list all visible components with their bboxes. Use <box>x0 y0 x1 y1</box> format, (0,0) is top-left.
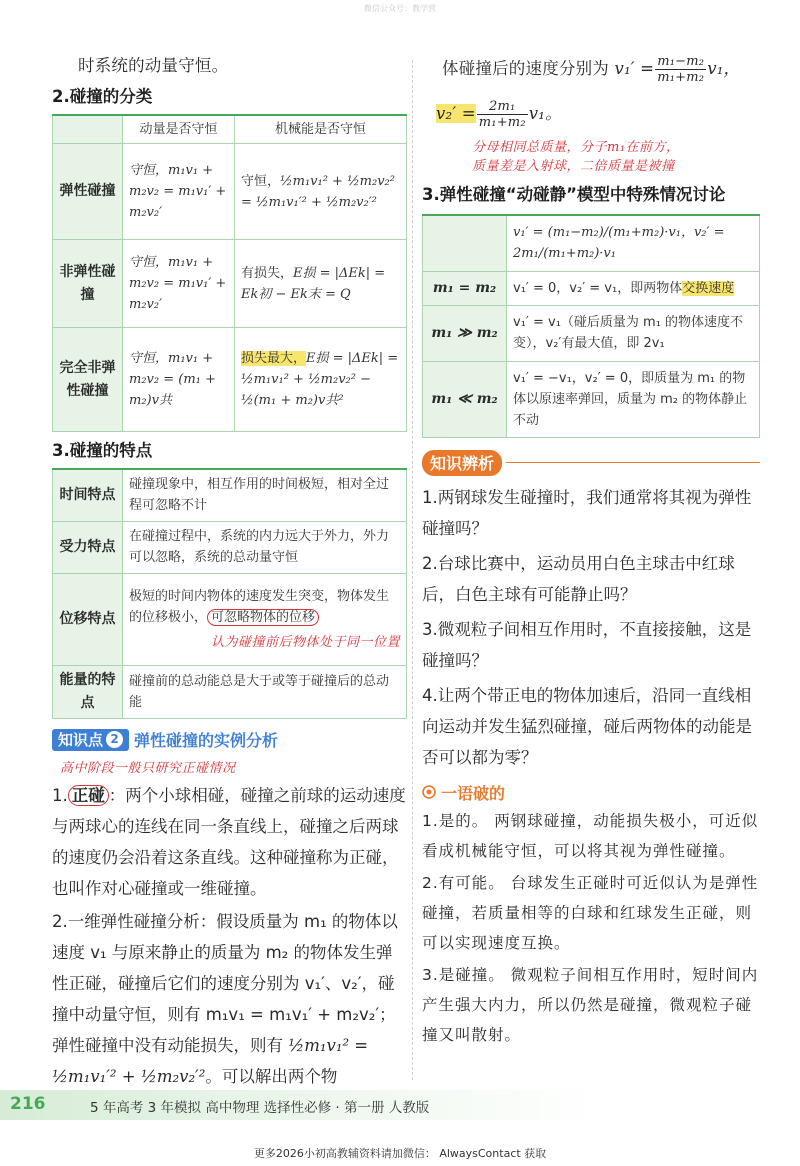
answer-body: 台球发生正碰时可近似认为是弹性碰撞，若质量相等的白球和红球发生正碰，则可以实现速度互换。 <box>422 873 759 952</box>
v2-lhs: v₂′ = <box>436 104 476 123</box>
row-momentum: 守恒，m₁v₁ + m₂v₂ = m₁v₁′ + m₂v₂′ <box>123 240 235 328</box>
case-highlight: 交换速度 <box>682 280 735 296</box>
case-condition: m₁ ≫ m₂ <box>423 305 507 361</box>
handwritten-note: 高中阶段一般只研究正碰情况 <box>60 760 236 776</box>
handwritten-note: 认为碰撞前后物体处于同一位置 <box>210 634 400 650</box>
right-column <box>422 50 760 1050</box>
row-name: 弹性碰撞 <box>53 144 123 240</box>
energy-prefix: 有损失， <box>241 265 294 281</box>
energy-prefix-highlight: 损失最大， <box>241 351 307 366</box>
v1-denominator: m₁+m₂ <box>657 70 705 85</box>
energy-formula: E损 = |ΔEk| = Ek初 − Ek末 = Q <box>241 265 386 302</box>
case-condition: m₁ = m₂ <box>423 271 507 305</box>
header-rule <box>506 462 760 463</box>
continued-line: 体碰撞后的速度分别为 <box>442 59 609 78</box>
v1-fraction <box>655 54 706 85</box>
row-energy <box>235 240 407 328</box>
one-phrase-label: 一语破的 <box>441 783 506 803</box>
list-item <box>52 780 407 904</box>
feature-text: 在碰撞过程中，系统的内力远大于外力，外力可以忽略，系统的总动量守恒 <box>123 521 407 573</box>
feature-name: 受力特点 <box>53 521 123 573</box>
feature-text <box>123 573 407 665</box>
item-tail: 。可以解出两个物 <box>205 1066 338 1086</box>
feature-text: 碰撞现象中，相互作用的时间极短，相对全过程可忽略不计 <box>123 469 407 521</box>
handwritten-note: 分母相同总质量，分子m₁在前方， <box>472 140 680 155</box>
section-2-title: 2.碰撞的分类 <box>52 87 153 106</box>
question-item: 4.让两个带正电的物体加速后，沿同一直线相向运动并发生猛烈碰撞，碰后两物体的动能是否可以都为零？ <box>422 685 752 767</box>
item-number: 2. <box>52 911 68 931</box>
v1-numerator: m₁−m₂ <box>657 54 705 69</box>
velocity-v2-line <box>436 98 760 130</box>
case-text-main: v₁′ = 0，v₂′ = v₁，即两物体 <box>513 280 683 296</box>
handwritten-note: 质量差是入射球，二倍质量是被撞 <box>472 159 675 174</box>
badge-label: 知识点 <box>58 731 104 749</box>
answer-head: 3.是碰撞。 <box>422 965 505 984</box>
list-item <box>52 906 407 1092</box>
table-row <box>423 305 760 361</box>
column-divider <box>412 60 413 1080</box>
case-text: v₁′ = −v₁，v₂′ = 0，即质量为 m₁ 的物体以原速率弹回，质量为 m₂ 的物体静止不动 <box>507 361 760 437</box>
case-text: v₁′ = v₁（碰后质量为 m₁ 的物体速度不变），v₂′有最大值，即 2v₁ <box>507 305 760 361</box>
v1-lhs: v₁′ = <box>614 59 655 78</box>
continued-line: 时系统的动量守恒。 <box>78 56 229 75</box>
table-row <box>423 361 760 437</box>
feature-text-a: 极短的时间内物体的速度发生突变，物体发生的位移极小， <box>129 588 390 625</box>
row-energy <box>235 328 407 432</box>
answer-item <box>422 806 760 866</box>
bottom-ad-note: 更多2026小初高教辅资料请加微信： AlwaysContact 获取 <box>253 1147 547 1160</box>
circled-phrase: 可忽略物体的位移 <box>207 609 319 626</box>
energy-formula: ½m₁v₁² + ½m₂v₂² = ½m₁v₁′² + ½m₂v₂′² <box>241 173 395 210</box>
table-row <box>423 271 760 305</box>
answer-body: 微观粒子间相互作用时，短时间内产生强大内力，所以仍然是碰撞，微观粒子碰撞又叫散射。 <box>422 965 759 1044</box>
question-item: 2.台球比赛中，运动员用白色主球击中红球后，白色主球有可能静止吗？ <box>422 553 735 604</box>
table-row <box>53 240 407 328</box>
v2-denominator: m₁+m₂ <box>478 115 526 130</box>
v2-numerator: 2m₁ <box>477 99 528 115</box>
velocity-v1-line <box>442 50 760 88</box>
knowledge-discrimination-tag: 知识辨析 <box>422 450 502 476</box>
v2-tail: v₁。 <box>528 104 562 123</box>
item-number: 1. <box>52 785 68 805</box>
table-row <box>53 665 407 718</box>
section-3-title: 3.弹性碰撞“动碰静”模型中特殊情况讨论 <box>422 185 726 204</box>
case-condition: m₁ ≪ m₂ <box>423 361 507 437</box>
v2-fraction <box>477 99 528 130</box>
row-momentum: 守恒，m₁v₁ + m₂v₂ = m₁v₁′ + m₂v₂′ <box>123 144 235 240</box>
knowledge-point-title: 弹性碰撞的实例分析 <box>134 731 279 750</box>
energy-prefix: 守恒， <box>241 173 281 189</box>
footer-book-title: 5 年高考 3 年模拟 高中物理 选择性必修 · 第一册 人教版 <box>90 1100 430 1116</box>
feature-name: 能量的特点 <box>53 665 123 718</box>
energy-formula: E损 = |ΔEk| = ½m₁v₁² + ½m₂v₂² − ½(m₁ + m₂)v共² <box>241 351 399 408</box>
table-row <box>53 573 407 665</box>
item-keyword: 正碰 <box>68 785 109 806</box>
collision-features-table <box>52 468 407 719</box>
case-header-formula: v₁′ = (m₁−m₂)/(m₁+m₂)·v₁，v₂′ = 2m₁/(m₁+m₂)·v₁ <box>507 215 760 271</box>
table-row <box>53 144 407 240</box>
question-item: 3.微观粒子间相互作用时，不直接接触，这是碰撞吗？ <box>422 619 752 670</box>
table-row <box>53 328 407 432</box>
question-item: 1.两钢球发生碰撞时，我们通常将其视为弹性碰撞吗？ <box>422 487 752 538</box>
table-row <box>53 469 407 521</box>
item-text: 一维弹性碰撞分析：假设质量为 m₁ 的物体以速度 v₁ 与原来静止的质量为 m₂ 的物体发生弹性正碰，碰撞后它们的速度分别为 v₁′、v₂′，碰撞中动量守恒，则有 m₁v₁ = m₁v₁′ + m₂v₂′；弹性碰撞中没有动能损失，则有 <box>52 911 398 1055</box>
one-phrase-title <box>422 781 760 804</box>
table-corner <box>423 215 507 271</box>
header-momentum: 动量是否守恒 <box>123 115 235 144</box>
answer-item <box>422 960 760 1050</box>
row-momentum: 守恒，m₁v₁ + m₂v₂ = (m₁ + m₂)v共 <box>123 328 235 432</box>
table-corner <box>53 115 123 144</box>
feature-text: 碰撞前的总动能总是大于或等于碰撞后的总动能 <box>123 665 407 718</box>
target-icon <box>422 785 436 799</box>
case-text <box>507 271 760 305</box>
row-name: 完全非弹性碰撞 <box>53 328 123 432</box>
left-column <box>52 50 407 1092</box>
item-formula: ½m₁v₁² = ½m₁v₁′² + ½m₂v₂′² <box>52 1035 369 1086</box>
feature-name: 位移特点 <box>53 573 123 665</box>
collision-classification-table <box>52 114 407 432</box>
answer-head: 2.有可能。 <box>422 873 505 892</box>
special-cases-table <box>422 214 760 438</box>
knowledge-point-header <box>52 727 407 753</box>
header-energy: 机械能是否守恒 <box>235 115 407 144</box>
answer-head: 1.是的。 <box>422 811 489 830</box>
knowledge-point-badge <box>52 729 129 751</box>
answer-item <box>422 868 760 958</box>
knowledge-discrimination-header <box>422 450 760 476</box>
answer-body: 两钢球碰撞，动能损失极小，可近似看成机械能守恒，可以将其视为弹性碰撞。 <box>422 811 759 860</box>
badge-number: 2 <box>106 731 123 748</box>
v1-tail: v₁， <box>707 59 741 78</box>
page-number: 216 <box>10 1094 46 1114</box>
row-energy <box>235 144 407 240</box>
section-3-title: 3.碰撞的特点 <box>52 441 153 460</box>
table-row <box>53 521 407 573</box>
feature-name: 时间特点 <box>53 469 123 521</box>
item-text: ：两个小球相碰，碰撞之前球的运动速度与两球心的连线在同一条直线上，碰撞之后两球的速度仍会沿着这条直线。这种碰撞称为正碰，也叫作对心碰撞或一维碰撞。 <box>52 785 406 898</box>
top-watermark: 微信公众号：教学营 <box>364 4 436 13</box>
page-footer <box>0 1090 800 1120</box>
row-name: 非弹性碰撞 <box>53 240 123 328</box>
table-row <box>423 215 760 271</box>
